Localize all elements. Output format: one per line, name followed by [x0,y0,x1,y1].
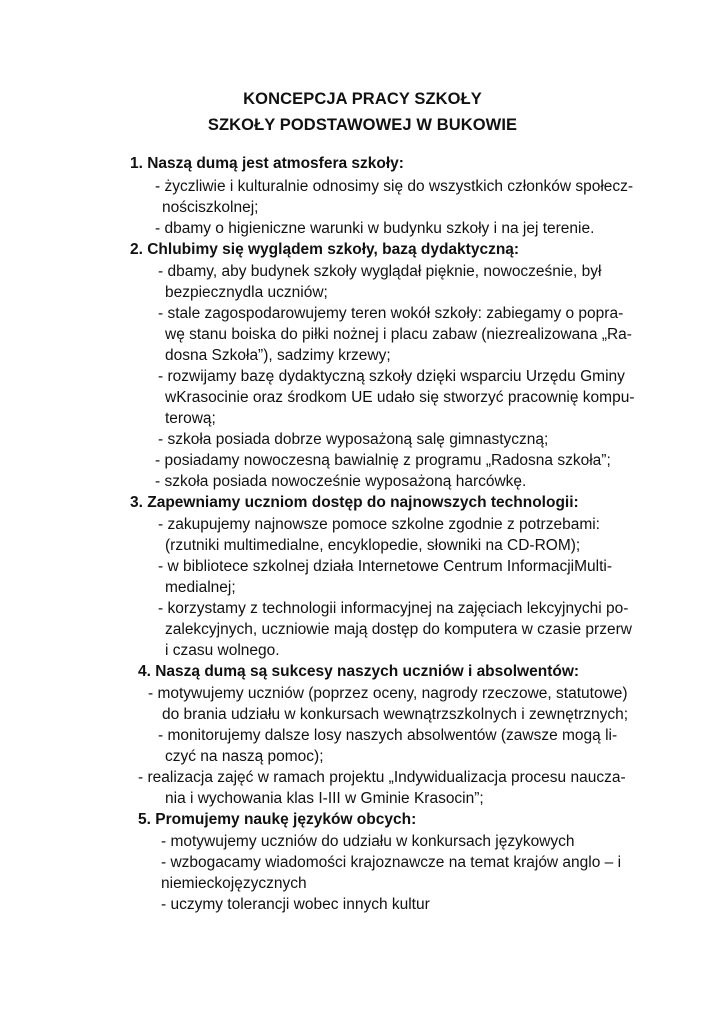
list-item: - monitorujemy dalsze losy naszych absolwentów (zawsze mogą li- [158,727,618,744]
list-item-continuation: i czasu wolnego. [165,642,280,659]
list-item: - szkoła posiada nowocześnie wyposażoną harcówkę. [155,473,527,490]
list-item-continuation: nościszkolnej; [162,199,259,216]
list-item-continuation: (rzutniki multimedialne, encyklopedie, słowniki na CD-ROM); [165,537,581,554]
list-item-continuation: nia i wychowania klas I-III w Gminie Krasocin”; [165,790,484,807]
section-heading-1: 1. Naszą dumą jest atmosfera szkoły: [130,155,404,172]
list-item: - wzbogacamy wiadomości krajoznawcze na temat krajów anglo – i [161,854,622,871]
list-item-continuation: dosna Szkoła”), sadzimy krzewy; [165,347,391,364]
list-item: - korzystamy z technologii informacyjnej na zajęciach lekcyjnychi po- [158,600,629,617]
list-item: - rozwijamy bazę dydaktyczną szkoły dzięki wsparciu Urzędu Gminy [158,368,625,385]
list-item: - motywujemy uczniów do udziału w konkursach językowych [161,833,575,850]
list-item: - uczymy tolerancji wobec innych kultur [161,896,430,913]
section-heading-2: 2. Chlubimy się wyglądem szkoły, bazą dydaktyczną: [130,241,520,258]
list-item-continuation: wKrasocinie oraz środkom UE udało się stworzyć pracownię kompu- [165,389,635,406]
list-item-continuation: medialnej; [165,579,236,596]
list-item-continuation: do brania udziału w konkursach wewnątrzszkolnych i zewnętrznych; [162,706,629,723]
list-item: - zakupujemy najnowsze pomoce szkolne zgodnie z potrzebami: [158,516,600,533]
list-item: - w bibliotece szkolnej działa Internetowe Centrum InformacjiMulti- [158,558,612,575]
section-heading-4: 4. Naszą dumą są sukcesy naszych uczniów i absolwentów: [138,663,580,680]
list-item-continuation: bezpiecznydla uczniów; [165,284,328,301]
list-item: - dbamy o higieniczne warunki w budynku szkoły i na jej terenie. [155,220,595,237]
list-item: - motywujemy uczniów (poprzez oceny, nagrody rzeczowe, statutowe) [148,685,628,702]
section-heading-3: 3. Zapewniamy uczniom dostęp do najnowszych technologii: [130,494,579,511]
list-item: - posiadamy nowoczesną bawialnię z programu „Radosna szkoła”; [155,452,611,469]
section-heading-5: 5. Promujemy naukę języków obcych: [138,811,417,828]
title-line-1: KONCEPCJA PRACY SZKOŁY [243,90,482,108]
list-item-continuation: czyć na naszą pomoc); [165,748,324,765]
list-item-continuation: zalekcyjnych, uczniowie mają dostęp do komputera w czasie przerw [165,621,632,638]
list-item: - szkoła posiada dobrze wyposażoną salę gimnastyczną; [158,431,549,448]
list-item-continuation: wę stanu boiska do piłki nożnej i placu zabaw (niezrealizowana „Ra- [165,326,632,343]
list-item-continuation: niemieckojęzycznych [161,875,307,892]
title-line-2: SZKOŁY PODSTAWOWEJ W BUKOWIE [207,116,518,134]
list-item: - dbamy, aby budynek szkoły wyglądał pięknie, nowocześnie, był [158,263,602,280]
list-item: - życzliwie i kulturalnie odnosimy się do wszystkich członków społecz- [155,178,634,195]
list-item-continuation: terową; [165,410,216,427]
list-item: - realizacja zajęć w ramach projektu „Indywidualizacja procesu naucza- [138,769,626,786]
document-title [0,86,725,138]
list-item: - stale zagospodarowujemy teren wokół szkoły: zabiegamy o popra- [158,305,624,322]
